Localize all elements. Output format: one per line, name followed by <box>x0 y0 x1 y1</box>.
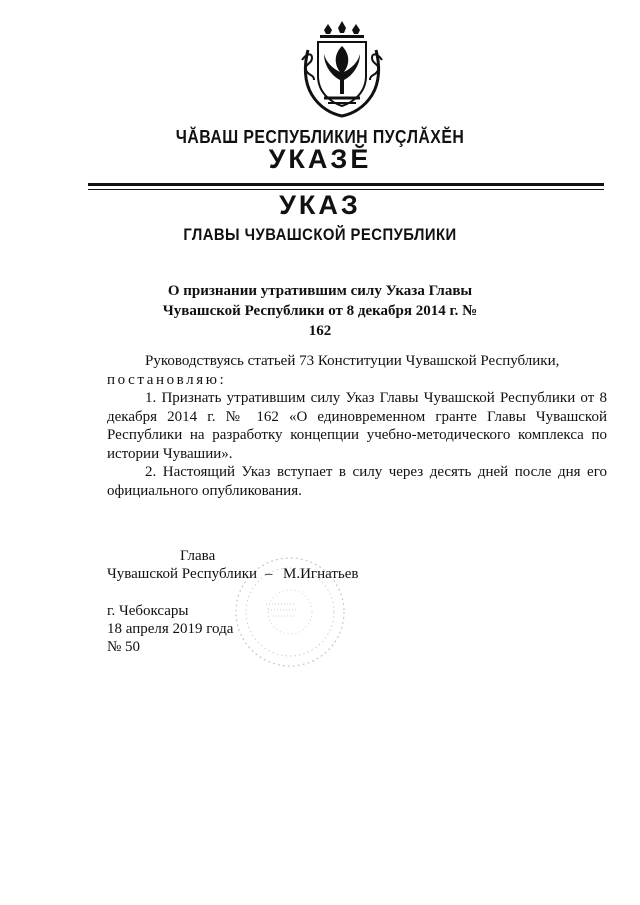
decree-number: № 50 <box>107 639 141 655</box>
signature-name: М.Игнатьев <box>283 566 359 582</box>
signature-republic: Чувашской Республики <box>107 566 258 582</box>
place-date-block <box>107 602 233 656</box>
header-chuvash-title: УКАЗĔ <box>268 144 372 174</box>
city: г. Чебоксары <box>107 603 189 619</box>
subject-line-1: О признании утратившим силу Указа Главы <box>167 283 473 299</box>
decree-item-2: 2. Настоящий Указ вступает в силу через десять дней после дня его официального опубликования. <box>107 464 607 499</box>
header-russian-title: УКАЗ <box>279 190 361 220</box>
decree-word: постановляю: <box>107 371 227 388</box>
signature-dash: – <box>265 566 273 582</box>
header-divider-thick <box>88 183 604 186</box>
date: 18 апреля 2019 года <box>107 621 234 637</box>
header-issuer: ГЛАВЫ ЧУВАШСКОЙ РЕСПУБЛИКИ <box>183 226 457 244</box>
header-chuvash-line: ЧĂВАШ РЕСПУБЛИКИН ПУÇЛĂХĔН <box>175 127 465 147</box>
preamble: Руководствуясь статьей 73 Конституции Чувашской Республики, <box>145 353 560 369</box>
decree-body <box>107 352 607 500</box>
signature-title: Глава <box>180 548 216 564</box>
coat-of-arms-icon <box>294 20 390 120</box>
decree-subject <box>150 281 490 341</box>
decree-item-1: 1. Признать утратившим силу Указ Главы Чувашской Республики от 8 декабря 2014 г. № 162 «О единовременном гранте Главы Чувашской Республики на разработку концепции учебно-методического комплекса по истории Чувашии». <box>107 390 607 462</box>
subject-line-2: Чувашской Республики от 8 декабря 2014 г. № 162 <box>162 303 478 339</box>
